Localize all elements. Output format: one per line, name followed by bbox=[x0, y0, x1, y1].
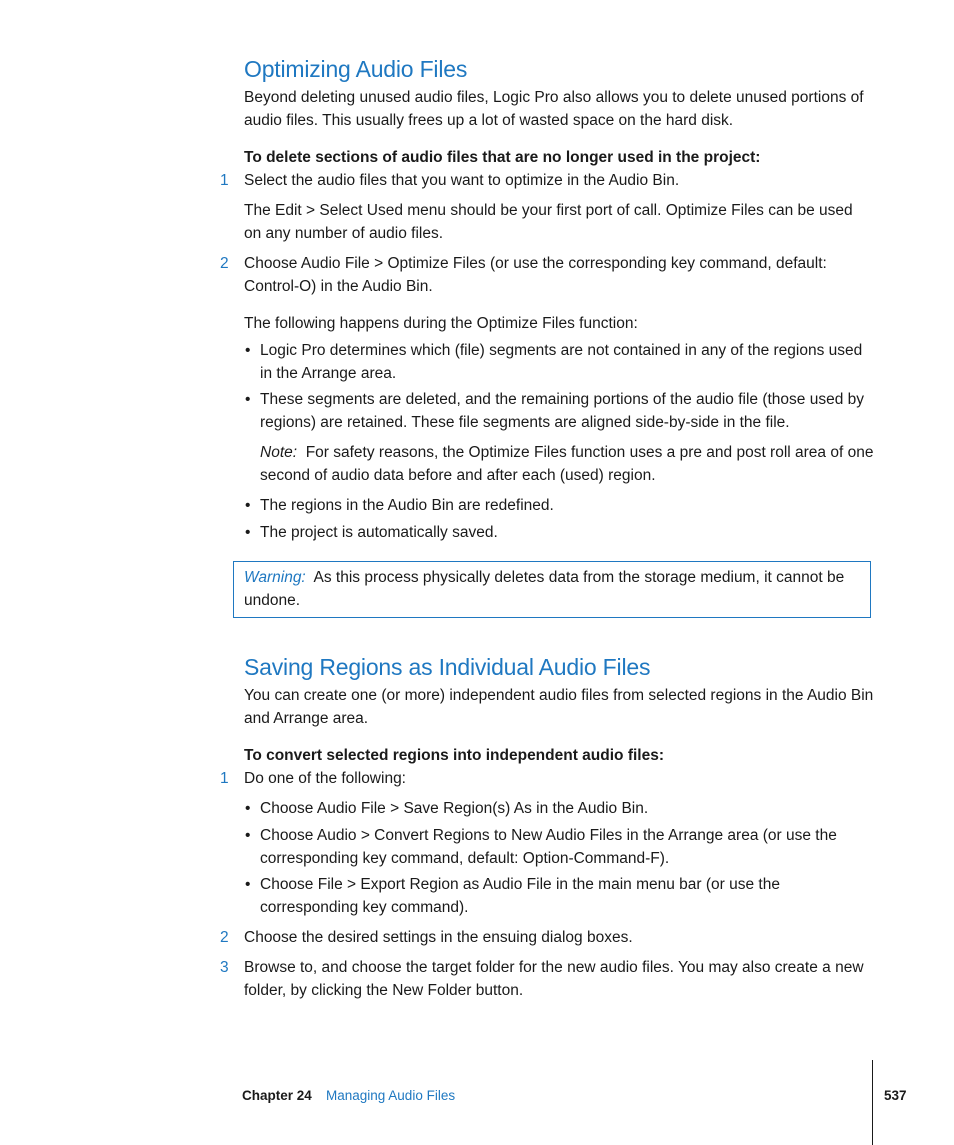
step-number: 1 bbox=[220, 770, 229, 787]
step-text: Select the audio files that you want to optimize in the Audio Bin. bbox=[244, 172, 680, 189]
warning-paragraph bbox=[244, 566, 864, 612]
note-label: Note: bbox=[260, 444, 298, 461]
warning-label: Warning: bbox=[244, 569, 306, 586]
step-number: 2 bbox=[220, 255, 229, 272]
list-item: The regions in the Audio Bin are redefined. bbox=[260, 497, 554, 514]
footer-chapter: Chapter 24 bbox=[242, 1088, 312, 1103]
footer-chapter-title[interactable]: Managing Audio Files bbox=[326, 1088, 456, 1103]
section-heading-saving-regions: Saving Regions as Individual Audio Files bbox=[244, 654, 651, 680]
bullet-marker: • bbox=[245, 524, 251, 541]
step-detail: The Edit > Select Used menu should be your first port of call. Optimize Files can be used on any number of audio files. bbox=[244, 202, 853, 242]
step-text: Choose the desired settings in the ensuing dialog boxes. bbox=[244, 929, 633, 946]
step-number: 3 bbox=[220, 959, 229, 976]
list-item: Choose Audio File > Save Region(s) As in the Audio Bin. bbox=[260, 800, 649, 817]
list-item: Choose Audio > Convert Regions to New Audio Files in the Arrange area (or use the corresponding key command, default: Option-Command-F). bbox=[260, 827, 837, 867]
step-text: Browse to, and choose the target folder for the new audio files. You may also create a new folder, by clicking the New Folder button. bbox=[244, 959, 864, 999]
step-text: Choose Audio File > Optimize Files (or use the corresponding key command, default: Control-O) in the Audio Bin. bbox=[244, 255, 827, 295]
bullet-marker: • bbox=[245, 800, 251, 817]
task-title: To convert selected regions into independent audio files: bbox=[244, 747, 664, 764]
section-intro: Beyond deleting unused audio files, Logic Pro also allows you to delete unused portions of audio files. This usually frees up a lot of wasted space on the hard disk. bbox=[244, 89, 864, 129]
footer-divider bbox=[872, 1060, 873, 1145]
step-number: 2 bbox=[220, 929, 229, 946]
step-number: 1 bbox=[220, 172, 229, 189]
bullet-marker: • bbox=[245, 876, 251, 893]
following-text: The following happens during the Optimize Files function: bbox=[244, 315, 638, 332]
list-item: Logic Pro determines which (file) segments are not contained in any of the regions used in the Arrange area. bbox=[260, 342, 863, 382]
bullet-marker: • bbox=[245, 497, 251, 514]
note-text: For safety reasons, the Optimize Files function uses a pre and post roll area of one second of audio data before and after each (used) region. bbox=[260, 444, 874, 484]
page-number: 537 bbox=[884, 1088, 907, 1103]
list-item: Choose File > Export Region as Audio File in the main menu bar (or use the corresponding key command). bbox=[260, 876, 780, 916]
task-title: To delete sections of audio files that are no longer used in the project: bbox=[244, 149, 761, 166]
warning-text: As this process physically deletes data from the storage medium, it cannot be undone. bbox=[244, 569, 845, 609]
section-heading-optimizing: Optimizing Audio Files bbox=[244, 56, 468, 82]
list-item: These segments are deleted, and the remaining portions of the audio file (those used by regions) are retained. These file segments are aligned side-by-side in the file. bbox=[260, 391, 865, 431]
section-intro: You can create one (or more) independent audio files from selected regions in the Audio Bin and Arrange area. bbox=[244, 687, 874, 727]
step-text: Do one of the following: bbox=[244, 770, 406, 787]
list-item: The project is automatically saved. bbox=[260, 524, 498, 541]
bullet-marker: • bbox=[245, 342, 251, 359]
bullet-marker: • bbox=[245, 827, 251, 844]
bullet-marker: • bbox=[245, 391, 251, 408]
note-paragraph bbox=[260, 441, 876, 487]
